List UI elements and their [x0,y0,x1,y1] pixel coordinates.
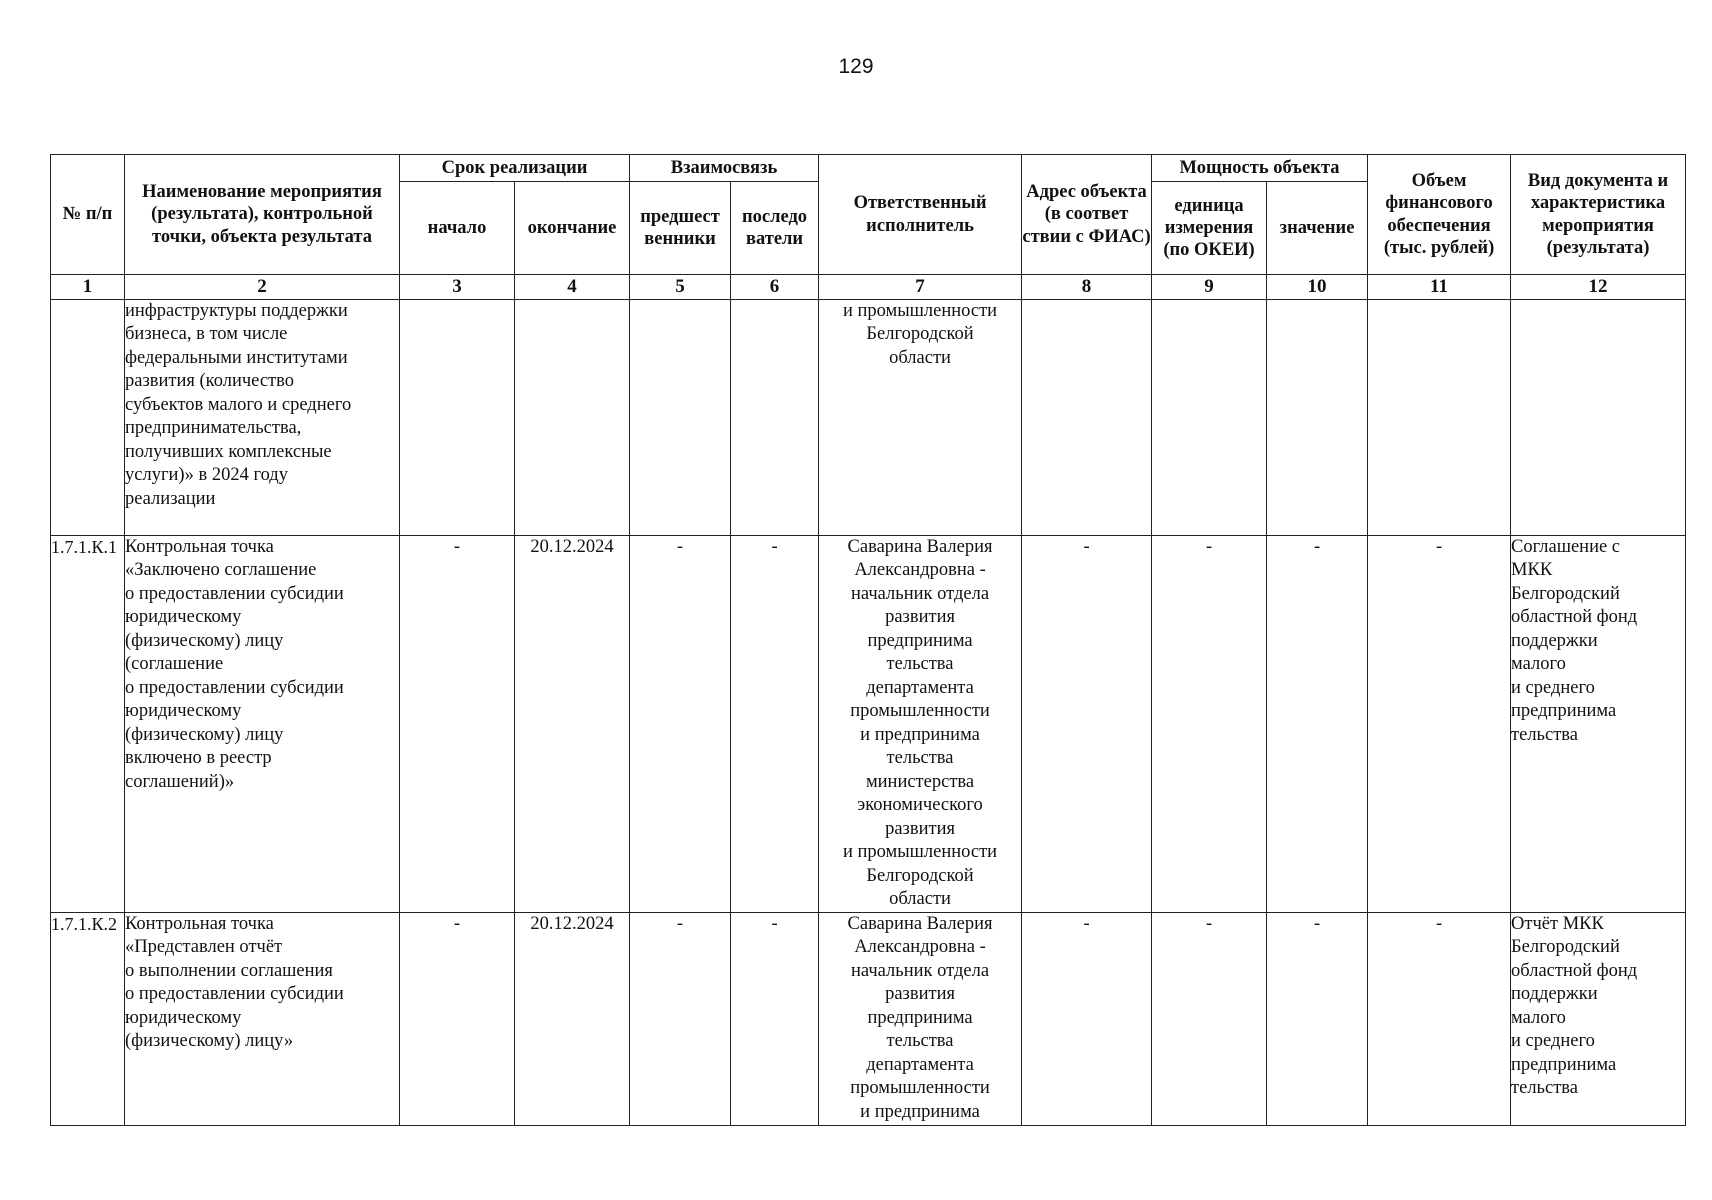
row-end: 20.12.2024 [515,536,630,913]
header-period-group: Срок реализации [400,155,630,182]
row-predecessors [630,300,731,536]
row-document [1511,300,1686,536]
row-predecessors: - [630,912,731,1125]
row-finance [1368,300,1511,536]
header-executor: Ответственный исполнитель [819,155,1022,275]
row-unit [1152,300,1267,536]
row-name: инфраструктуры поддержки бизнеса, в том числе федеральными институтами развития (количество субъектов малого и среднего предпринимательства, получивших комплексные услуги)» в 2024 году реализации [125,300,400,536]
column-number: 8 [1022,275,1152,300]
row-executor: Саварина Валерия Александровна - начальник отдела развития предпринима тельства департамента промышленности и предпринима [819,912,1022,1125]
row-document: Соглашение с МКК Белгородский областной фонд поддержки малого и среднего предпринима тельства [1511,536,1686,913]
header-successors: последо ватели [731,182,819,275]
row-finance: - [1368,912,1511,1125]
row-value [1267,300,1368,536]
header-row-numbers [51,275,1686,300]
column-number: 7 [819,275,1022,300]
row-value: - [1267,536,1368,913]
row-address [1022,300,1152,536]
row-name: Контрольная точка «Заключено соглашение о предоставлении субсидии юридическому (физическому) лицу (соглашение о предоставлении субсидии юридическому (физическому) лицу включено в реестр соглашений)» [125,536,400,913]
row-executor: Саварина Валерия Александровна - начальник отдела развития предпринима тельства департамента промышленности и предпринима тельства министерства экономического развития и промышленности Белгородской области [819,536,1022,913]
table-row [51,300,1686,536]
row-predecessors: - [630,536,731,913]
row-document: Отчёт МКК Белгородский областной фонд поддержки малого и среднего предпринима тельства [1511,912,1686,1125]
column-number: 12 [1511,275,1686,300]
row-successors: - [731,536,819,913]
row-successors [731,300,819,536]
row-address: - [1022,912,1152,1125]
row-address: - [1022,536,1152,913]
row-start [400,300,515,536]
table-row [51,912,1686,1125]
row-unit: - [1152,912,1267,1125]
row-number: 1.7.1.К.1 [51,536,125,913]
column-number: 3 [400,275,515,300]
header-no: № п/п [51,155,125,275]
header-address: Адрес объекта (в соответ ствии с ФИАС) [1022,155,1152,275]
row-end: 20.12.2024 [515,912,630,1125]
column-number: 9 [1152,275,1267,300]
column-number: 11 [1368,275,1511,300]
column-number: 10 [1267,275,1368,300]
column-number: 5 [630,275,731,300]
plan-table [50,154,1686,1126]
header-start: начало [400,182,515,275]
column-number: 4 [515,275,630,300]
row-end [515,300,630,536]
header-unit: единица измерения (по ОКЕИ) [1152,182,1267,275]
column-number: 2 [125,275,400,300]
header-name: Наименование мероприятия (результата), контрольной точки, объекта результата [125,155,400,275]
row-start: - [400,912,515,1125]
row-unit: - [1152,536,1267,913]
header-relation-group: Взаимосвязь [630,155,819,182]
row-name: Контрольная точка «Представлен отчёт о выполнении соглашения о предоставлении субсидии юридическому (физическому) лицу» [125,912,400,1125]
page-number: 129 [838,55,874,78]
header-document: Вид документа и характеристика мероприятия (результата) [1511,155,1686,275]
table-row [51,536,1686,913]
row-executor: и промышленности Белгородской области [819,300,1022,536]
header-capacity-group: Мощность объекта [1152,155,1368,182]
row-number [51,300,125,536]
row-successors: - [731,912,819,1125]
row-number: 1.7.1.К.2 [51,912,125,1125]
header-value: значение [1267,182,1368,275]
column-number: 6 [731,275,819,300]
header-predecessors: предшест венники [630,182,731,275]
row-finance: - [1368,536,1511,913]
row-start: - [400,536,515,913]
header-row-groups [51,155,1686,182]
header-finance: Объем финансового обеспечения (тыс. рублей) [1368,155,1511,275]
header-end: окончание [515,182,630,275]
column-number: 1 [51,275,125,300]
row-value: - [1267,912,1368,1125]
